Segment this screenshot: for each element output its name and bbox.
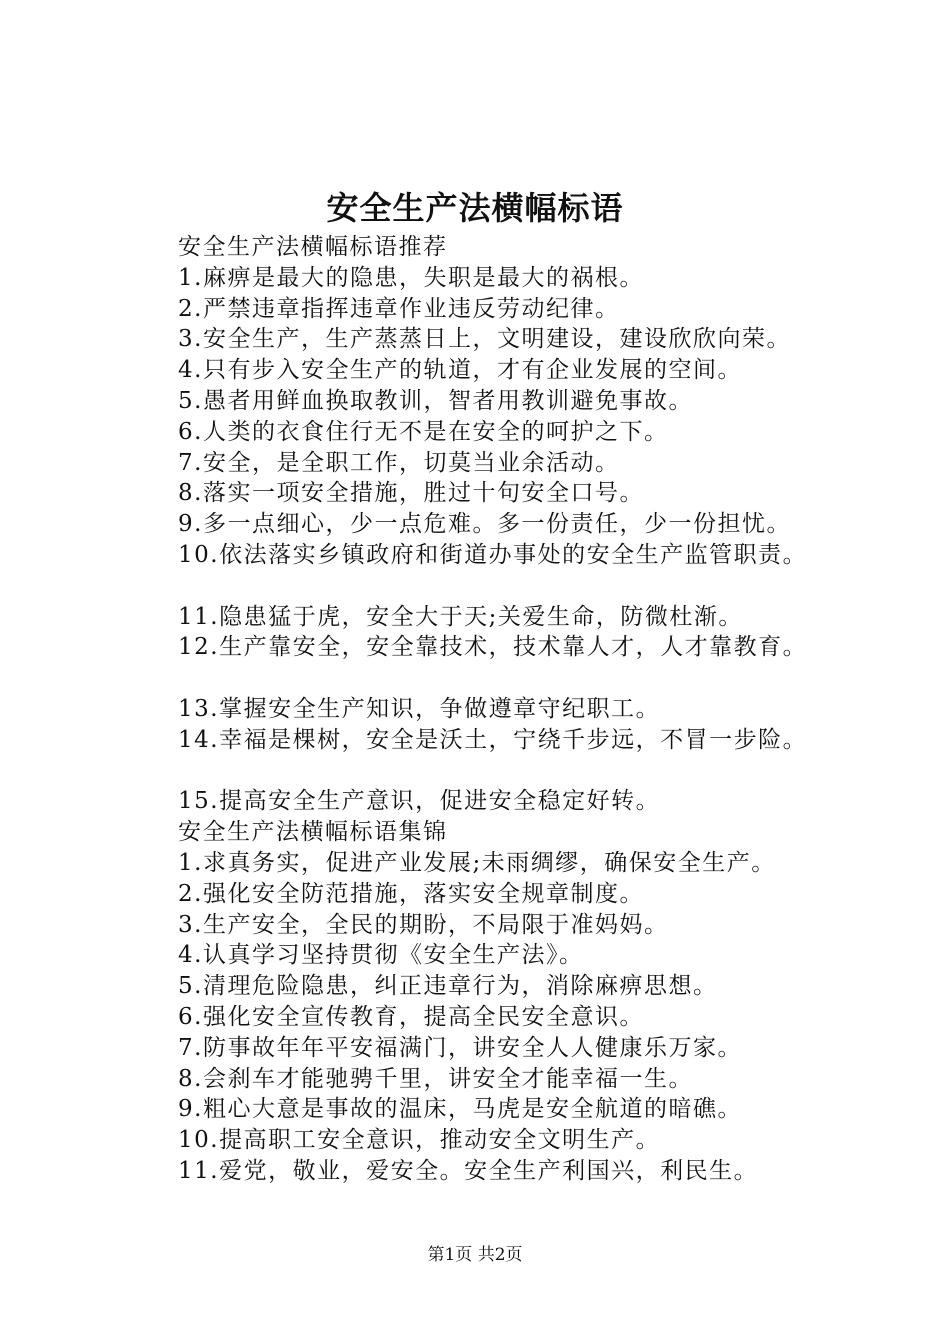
slogan-item: 5.清理危险隐患，纠正违章行为，消除麻痹思想。	[178, 973, 718, 1000]
slogan-item: 7.防事故年年平安福满门，讲安全人人健康乐万家。	[178, 1034, 742, 1061]
slogan-item: 3.生产安全，全民的期盼，不局限于准妈妈。	[178, 911, 669, 938]
slogan-item: 7.安全，是全职工作，切莫当业余活动。	[178, 449, 620, 476]
slogan-item: 1.麻痹是最大的隐患，失职是最大的祸根。	[178, 264, 644, 291]
slogan-item: 12.生产靠安全，安全靠技术，技术靠人才，人才靠教育。	[178, 634, 808, 661]
slogan-item: 11.爱党，敬业，爱安全。安全生产利国兴，利民生。	[178, 1157, 759, 1184]
slogan-item: 10.提高职工安全意识，推动安全文明生产。	[178, 1127, 661, 1154]
slogan-item: 2.强化安全防范措施，落实安全规章制度。	[178, 880, 644, 907]
slogan-item: 10.依法落实乡镇政府和街道办事处的安全生产监管职责。	[178, 541, 808, 568]
section-heading: 安全生产法横幅标语推荐	[178, 234, 448, 260]
document-title: 安全生产法横幅标语	[326, 189, 624, 227]
slogan-item: 5.愚者用鲜血换取教训，智者用教训避免事故。	[178, 387, 693, 414]
slogan-item: 9.粗心大意是事故的温床，马虎是安全航道的暗礁。	[178, 1096, 742, 1123]
slogan-item: 15.提高安全生产意识，促进安全稳定好转。	[178, 788, 661, 815]
slogan-item: 4.只有步入安全生产的轨道，才有企业发展的空间。	[178, 357, 742, 384]
document-body	[178, 232, 878, 1187]
slogan-item: 2.严禁违章指挥违章作业违反劳动纪律。	[178, 295, 620, 322]
slogan-item: 14.幸福是棵树，安全是沃土，宁绕千步远，不冒一步险。	[178, 726, 808, 753]
paragraph-gap	[178, 663, 878, 694]
slogan-item: 4.认真学习坚持贯彻《安全生产法》。	[178, 942, 584, 969]
slogan-item: 8.落实一项安全措施，胜过十句安全口号。	[178, 480, 644, 507]
slogan-item: 3.安全生产，生产蒸蒸日上，文明建设，建设欣欣向荣。	[178, 326, 791, 353]
page-indicator: 第1页 共2页	[427, 1245, 523, 1265]
paragraph-gap	[178, 756, 878, 787]
slogan-item: 8.会刹车才能驰骋千里，讲安全才能幸福一生。	[178, 1065, 693, 1092]
slogan-item: 11.隐患猛于虎，安全大于天;关爱生命，防微杜渐。	[178, 603, 743, 630]
slogan-item: 9.多一点细心，少一点危难。多一份责任，少一份担忧。	[178, 511, 791, 538]
section-heading: 安全生产法横幅标语集锦	[178, 819, 448, 846]
paragraph-gap	[178, 571, 878, 602]
slogan-item: 6.强化安全宣传教育，提高全民安全意识。	[178, 1003, 644, 1030]
slogan-item: 13.掌握安全生产知识，争做遵章守纪职工。	[178, 695, 661, 722]
slogan-item: 1.求真务实，促进产业发展;未雨绸缪，确保安全生产。	[178, 849, 776, 876]
slogan-item: 6.人类的衣食住行无不是在安全的呵护之下。	[178, 418, 669, 445]
